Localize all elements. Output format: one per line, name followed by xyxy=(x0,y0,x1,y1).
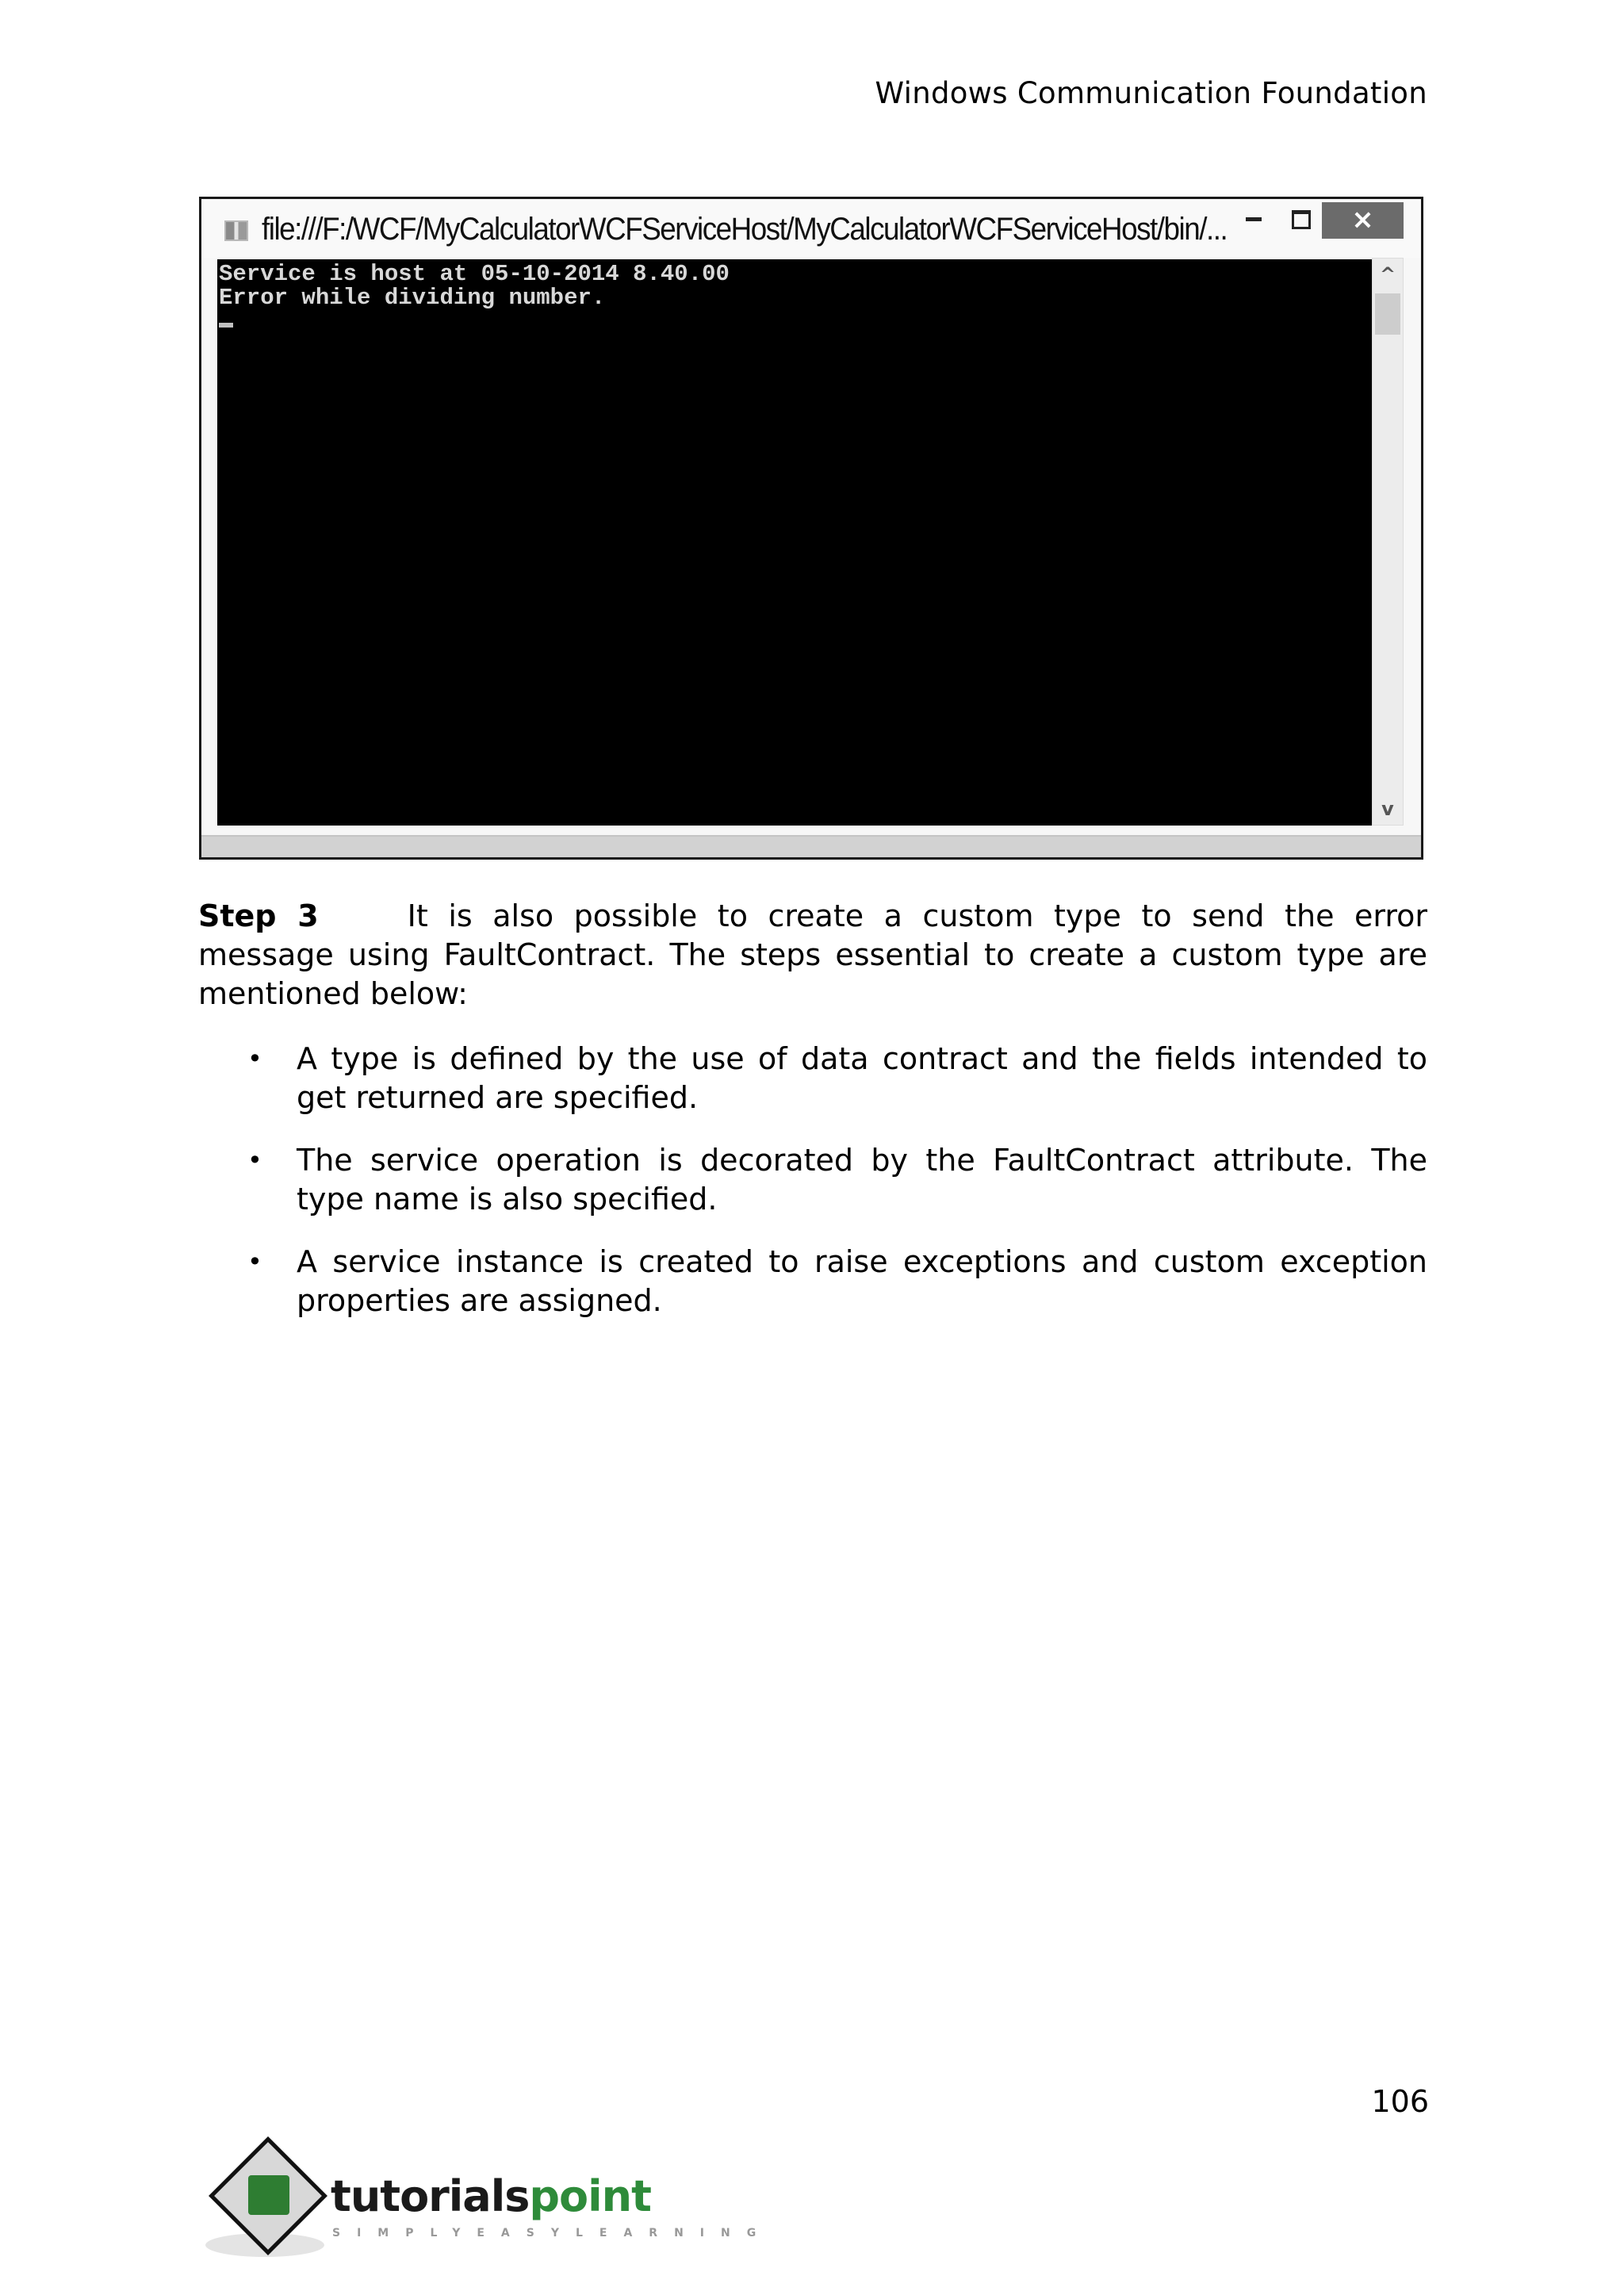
list-item xyxy=(198,1040,1427,1117)
minimize-icon[interactable] xyxy=(1246,217,1262,221)
list-item xyxy=(198,1243,1427,1320)
console-output xyxy=(217,259,1372,826)
list-item-text: A type is defined by the use of data contract and the fields intended to get returned are specified. xyxy=(297,1041,1427,1115)
bullet-icon: • xyxy=(247,1145,262,1175)
bullet-icon: • xyxy=(247,1247,262,1277)
scroll-up-icon[interactable]: ^ xyxy=(1379,263,1396,285)
bullet-icon: • xyxy=(247,1044,262,1074)
scroll-down-icon[interactable]: v xyxy=(1381,798,1394,820)
logo-wordmark: tutorialspoint xyxy=(331,2171,651,2221)
window-titlebar xyxy=(201,199,1421,258)
step-paragraph xyxy=(198,897,1427,1013)
vertical-scrollbar[interactable] xyxy=(1372,258,1404,826)
list-item-text: The service operation is decorated by the FaultContract attribute. The type name is also specified. xyxy=(297,1143,1427,1216)
step-label: Step 3 xyxy=(198,898,319,933)
tutorialspoint-logo xyxy=(202,2147,773,2266)
console-window-screenshot xyxy=(199,197,1423,860)
list-item xyxy=(198,1141,1427,1219)
close-icon[interactable]: × xyxy=(1322,202,1404,239)
console-line: Error while dividing number. xyxy=(219,285,606,311)
scrollbar-thumb[interactable] xyxy=(1375,293,1400,335)
console-line: Service is host at 05-10-2014 8.40.00 xyxy=(219,261,730,287)
window-bottom-frame xyxy=(201,835,1421,857)
steps-list xyxy=(198,1040,1427,1344)
console-app-icon xyxy=(224,220,248,241)
page-number: 106 xyxy=(1371,2084,1429,2119)
list-item-text: A service instance is created to raise exceptions and custom exception properties are assigned. xyxy=(297,1244,1427,1318)
maximize-icon[interactable] xyxy=(1292,210,1311,229)
running-header: Windows Communication Foundation xyxy=(875,76,1427,110)
cursor-icon xyxy=(219,323,233,328)
logo-book-icon xyxy=(248,2175,289,2215)
window-title: file:///F:/WCF/MyCalculatorWCFServiceHost/MyCalculatorWCFServiceHost/bin/... xyxy=(262,212,1228,247)
step-text: It is also possible to create a custom type to send the error message using FaultContract. The steps essential to create a custom type are mentioned below: xyxy=(198,898,1427,1011)
logo-tagline: SIMPLYEASYLEARNING xyxy=(332,2227,773,2239)
